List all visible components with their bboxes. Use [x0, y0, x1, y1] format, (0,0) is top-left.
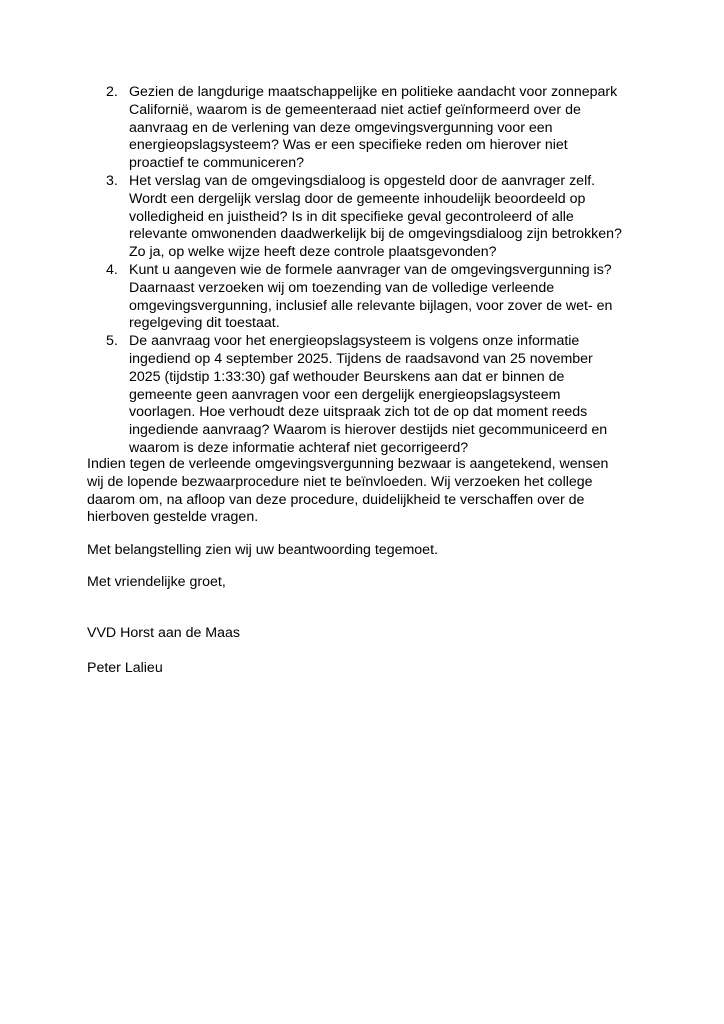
signature-name: Peter Lalieu [87, 660, 163, 677]
question-item-2 [87, 84, 657, 173]
question-text: De aanvraag voor het energieopslagsysteem is volgens onze informatie ingediend op 4 september 2025. Tijdens de raadsavond van 25 november 2025 (tijdstip 1:33:30) gaf wethouder Beurskens aan dat er binnen de gemeente geen aanvragen voor een dergelijk energieopslagsysteem voorlagen. Hoe verhoudt deze uitspraak zich tot de op dat moment reeds ingediende aanvraag? Waarom is hierover destijds niet gecommuniceerd en waarom is deze informatie achteraf niet gecorrigeerd? [129, 333, 608, 456]
question-item-5 [87, 333, 657, 458]
greeting-line: Met vriendelijke groet, [87, 574, 226, 590]
question-number: 5. [106, 333, 118, 350]
question-text: Kunt u aangeven wie de formele aanvrager van de omgevingsvergunning is? Daarnaast verzoeken wij om toezending van de volledige verleende omgevingsvergunning, inclusief alle relevante bijlagen, voor zover de wet- en regelgeving dit toestaat. [129, 261, 613, 332]
signature-organization: VVD Horst aan de Maas [87, 624, 240, 641]
question-list [87, 84, 657, 458]
question-text: Gezien de langdurige maatschappelijke en politieke aandacht voor zonnepark Californië, waarom is de gemeenteraad niet actief geïnformeerd over de aanvraag en de verlening van deze omgevingsvergunning voor een energieopslagsysteem? Was er een specifieke reden om hierover niet proactief te communiceren? [129, 84, 618, 172]
question-item-3 [87, 173, 657, 262]
question-item-4 [87, 262, 657, 333]
belangstelling-line: Met belangstelling zien wij uw beantwoording tegemoet. [87, 542, 438, 558]
question-text: Het verslag van de omgevingsdialoog is opgesteld door de aanvrager zelf. Wordt een dergelijk verslag door de gemeente inhoudelijk beoordeeld op volledigheid en juistheid? Is in dit specifieke geval gecontroleerd of alle relevante omwonenden daadwerkelijk bij de omgevingsdialoog zijn betrokken? Zo ja, op welke wijze heeft deze controle plaatsgevonden? [129, 172, 622, 261]
bezwaar-paragraph: Indien tegen de verleende omgevingsvergunning bezwaar is aangetekend, wensen wij de lopende bezwaarprocedure niet te beïnvloeden. Wij verzoeken het college daarom om, na afloop van deze procedure, duidelijkheid te verschaffen over de hierboven gestelde vragen. [87, 456, 609, 526]
question-number: 2. [106, 84, 118, 100]
question-number: 4. [106, 261, 118, 278]
signature-block [87, 607, 667, 696]
question-number: 3. [106, 172, 118, 189]
